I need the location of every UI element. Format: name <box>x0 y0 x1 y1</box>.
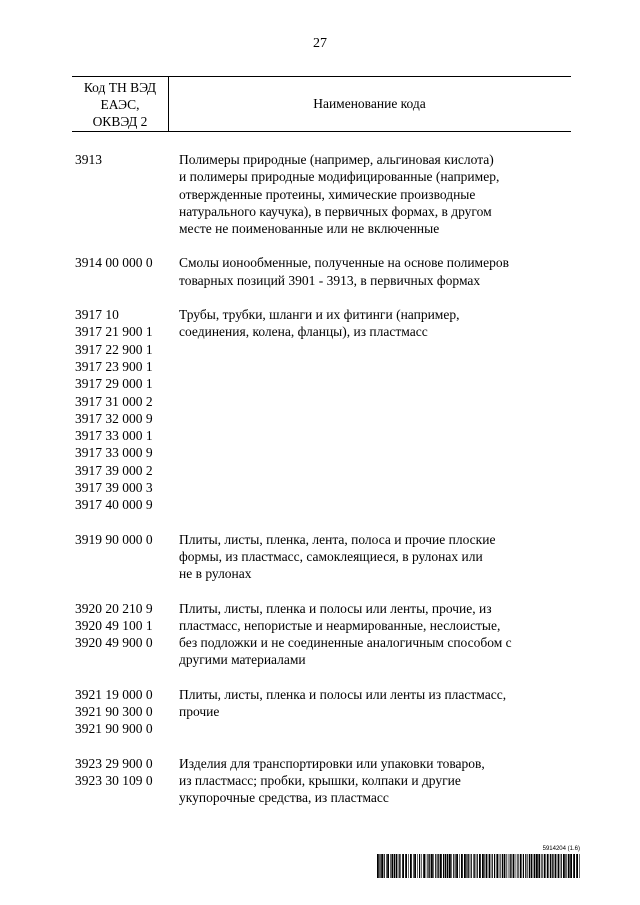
code-value: 3920 20 210 9 <box>75 600 153 616</box>
barcode-label: 5914204 (1.6) <box>542 846 580 852</box>
row-name: Плиты, листы, пленка, лента, полоса и прочие плоские формы, из пластмасс, самоклеящиеся, в рулонах или не в рулонах <box>179 531 496 582</box>
table-row <box>72 600 571 669</box>
barcode-bar <box>547 854 549 878</box>
barcode-bar <box>451 854 452 878</box>
barcode-bar <box>553 854 554 878</box>
barcode-bar <box>437 854 438 878</box>
barcode-bar <box>443 854 444 878</box>
table-row <box>72 306 571 514</box>
barcode-bar <box>438 854 439 878</box>
row-name: Трубы, трубки, шланги и их фитинги (например, соединения, колена, фланцы), из пластмасс <box>179 307 460 340</box>
barcode-bar <box>405 854 407 878</box>
table-row <box>72 151 571 237</box>
barcode-bar <box>396 854 398 878</box>
barcode-bar <box>386 854 387 878</box>
code-value: 3923 30 109 0 <box>75 772 153 788</box>
barcode-bar <box>534 854 536 878</box>
barcode-bar <box>486 854 488 878</box>
barcode-bar <box>423 854 425 878</box>
table-row <box>72 531 571 583</box>
barcode-bar <box>492 854 493 878</box>
barcode-bar <box>431 854 433 878</box>
header-name-label: Наименование кода <box>313 96 426 111</box>
barcode-bar <box>494 854 495 878</box>
barcode-bar <box>536 854 538 878</box>
barcode-bar <box>484 854 485 878</box>
row-codes <box>72 600 179 669</box>
barcode-bar <box>447 854 449 878</box>
barcode-bar <box>387 854 389 878</box>
code-value: 3917 39 000 2 <box>75 462 153 478</box>
row-codes <box>72 151 179 237</box>
barcode-bar <box>381 854 383 878</box>
row-name: Плиты, листы, пленка и полосы или ленты из пластмасс, прочие <box>179 686 507 720</box>
barcode-bar <box>473 854 474 878</box>
barcode-bar <box>400 854 401 878</box>
barcode-bar <box>429 854 430 878</box>
barcode-bar <box>565 854 566 878</box>
barcode-bar <box>413 854 414 878</box>
barcode-bar <box>474 854 475 878</box>
barcode-bar <box>410 854 412 878</box>
row-name: Смолы ионообменные, полученные на основе полимеров товарных позиций 3901 - 3913, в первичных формах <box>179 255 509 288</box>
barcode-bar <box>541 854 542 878</box>
barcode-bar <box>426 854 427 878</box>
row-name: Плиты, листы, пленка и полосы или ленты, прочие, из пластмасс, непористые и неармированные, неслоистые, без подложки и не соединенные аналогичным способом с другими материалами <box>179 600 512 668</box>
barcode-bar <box>445 854 446 878</box>
barcode-bar <box>384 854 385 878</box>
barcode-bar <box>516 854 517 878</box>
code-value: 3920 49 100 1 <box>75 617 153 633</box>
barcode-bar <box>464 854 466 878</box>
code-value: 3921 19 000 0 <box>75 686 153 702</box>
code-value: 3921 90 300 0 <box>75 704 153 720</box>
table-body <box>72 132 571 807</box>
barcode-bar <box>427 854 428 878</box>
code-value: 3920 49 900 0 <box>75 635 153 651</box>
barcode-bar <box>511 854 512 878</box>
barcode-bar <box>453 854 454 878</box>
code-value: 3921 90 900 0 <box>75 721 153 737</box>
barcode-bar <box>517 854 518 878</box>
header-name-column <box>168 77 571 131</box>
row-codes <box>72 531 179 583</box>
barcode-bar <box>576 854 578 878</box>
row-name: Изделия для транспортировки или упаковки товаров, из пластмасс; пробки, крышки, колпаки и другие укупорочные средства, из пластмасс <box>179 755 485 806</box>
barcode-bar <box>504 854 506 878</box>
barcode-bar <box>449 854 451 878</box>
row-name: Полимеры природные (например, альгиновая кислота) и полимеры природные модифицированные (например, отвержденные протеины, химические производные натурального каучука), в первичных формах, в другом месте не поименованные или не включенные <box>179 152 500 237</box>
barcode-bar <box>399 854 400 878</box>
code-value: 3917 29 000 1 <box>75 376 153 392</box>
table-row <box>72 254 571 289</box>
barcode-bar <box>506 854 507 878</box>
barcode-bar <box>555 854 557 878</box>
page-number: 27 <box>313 36 327 51</box>
barcode-bar <box>435 854 436 878</box>
barcode-bar <box>402 854 404 878</box>
code-value: 3917 33 000 1 <box>75 428 153 444</box>
barcode-bar <box>525 854 526 878</box>
row-codes <box>72 686 179 738</box>
header-code-label: Код ТН ВЭД ЕАЭС, ОКВЭД 2 <box>83 79 157 129</box>
barcode-bar <box>499 854 500 878</box>
code-value: 3919 90 000 0 <box>75 531 153 547</box>
barcode-bar <box>568 854 570 878</box>
barcode-bar <box>377 854 379 878</box>
row-codes <box>72 306 179 514</box>
barcode-bar <box>390 854 391 878</box>
barcode-bar <box>466 854 467 878</box>
barcode-block <box>377 846 580 878</box>
barcode-bar <box>523 854 524 878</box>
barcode-bar <box>417 854 418 878</box>
barcode-bar <box>489 854 491 878</box>
barcode-icon <box>377 854 580 878</box>
barcode-bar <box>421 854 422 878</box>
code-value: 3917 39 000 3 <box>75 480 153 496</box>
barcode-bar <box>573 854 575 878</box>
barcode-bar <box>456 854 458 878</box>
barcode-bar <box>440 854 442 878</box>
barcode-bar <box>531 854 533 878</box>
table-header <box>72 76 571 132</box>
barcode-bar <box>379 854 380 878</box>
barcode-bar <box>513 854 515 878</box>
code-value: 3914 00 000 0 <box>75 255 153 271</box>
barcode-bar <box>529 854 530 878</box>
barcode-bar <box>563 854 565 878</box>
barcode-bar <box>459 854 460 878</box>
codes-table <box>72 76 571 824</box>
barcode-bar <box>482 854 484 878</box>
barcode-bar <box>433 854 434 878</box>
code-value: 3917 21 900 1 <box>75 324 153 340</box>
barcode-bar <box>419 854 420 878</box>
table-row <box>72 755 571 807</box>
barcode-bar <box>502 854 503 878</box>
barcode-bar <box>538 854 540 878</box>
barcode-bar <box>468 854 469 878</box>
barcode-bar <box>471 854 472 878</box>
barcode-bar <box>510 854 511 878</box>
code-value: 3913 <box>75 152 102 167</box>
barcode-bar <box>394 854 395 878</box>
barcode-bar <box>552 854 553 878</box>
barcode-bar <box>550 854 551 878</box>
code-value: 3917 23 900 1 <box>75 358 153 374</box>
row-codes <box>72 254 179 289</box>
barcode-bar <box>479 854 481 878</box>
barcode-bar <box>408 854 409 878</box>
code-value: 3923 29 900 0 <box>75 755 153 771</box>
code-value: 3917 31 000 2 <box>75 393 153 409</box>
barcode-bar <box>527 854 528 878</box>
barcode-bar <box>461 854 463 878</box>
barcode-bar <box>391 854 393 878</box>
barcode-bar <box>500 854 501 878</box>
barcode-bar <box>544 854 546 878</box>
code-value: 3917 22 900 1 <box>75 341 153 357</box>
barcode-bar <box>414 854 416 878</box>
barcode-bar <box>496 854 498 878</box>
barcode-bar <box>561 854 562 878</box>
barcode-bar <box>579 854 580 878</box>
table-row <box>72 686 571 738</box>
barcode-bar <box>508 854 509 878</box>
header-code-column <box>72 77 169 131</box>
barcode-bar <box>558 854 560 878</box>
code-value: 3917 32 000 9 <box>75 410 153 426</box>
barcode-bar <box>570 854 572 878</box>
barcode-bar <box>477 854 478 878</box>
barcode-bar <box>520 854 522 878</box>
row-codes <box>72 755 179 807</box>
code-value: 3917 33 000 9 <box>75 445 153 461</box>
code-value: 3917 10 <box>75 307 119 323</box>
code-value: 3917 40 000 9 <box>75 497 153 513</box>
barcode-bar <box>455 854 456 878</box>
